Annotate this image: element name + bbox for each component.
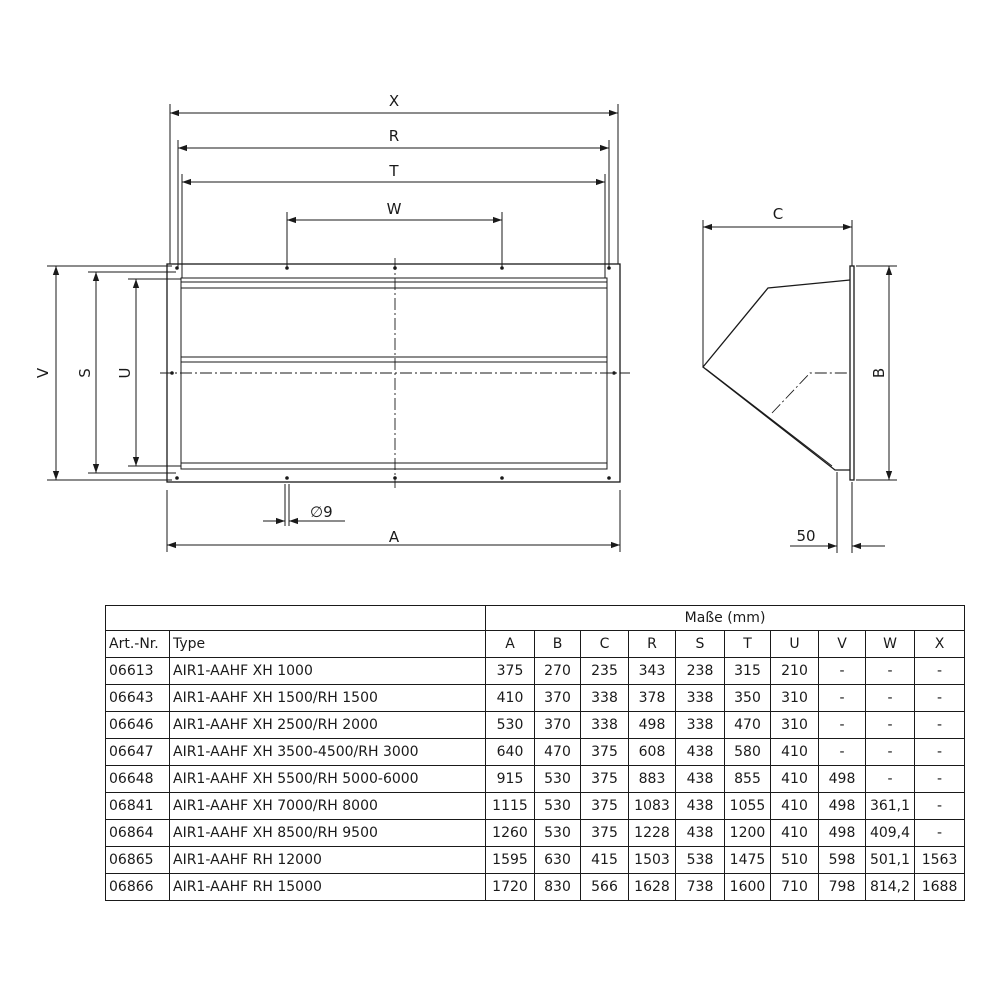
front-view bbox=[34, 92, 630, 552]
artnr-cell: 06866 bbox=[106, 874, 170, 901]
column-header: T bbox=[725, 631, 771, 658]
value-cell: 410 bbox=[771, 793, 819, 820]
artnr-cell: 06647 bbox=[106, 739, 170, 766]
type-header: Type bbox=[170, 631, 486, 658]
label-w: W bbox=[386, 200, 402, 218]
value-cell: 1115 bbox=[486, 793, 535, 820]
value-cell: 538 bbox=[676, 847, 725, 874]
value-cell: 498 bbox=[819, 766, 866, 793]
value-cell: - bbox=[866, 766, 915, 793]
value-cell: - bbox=[915, 658, 965, 685]
column-header: X bbox=[915, 631, 965, 658]
value-cell: 370 bbox=[535, 685, 581, 712]
value-cell: 1083 bbox=[629, 793, 676, 820]
artnr-cell: 06648 bbox=[106, 766, 170, 793]
artnr-cell: 06841 bbox=[106, 793, 170, 820]
value-cell: 1595 bbox=[486, 847, 535, 874]
value-cell: 410 bbox=[771, 820, 819, 847]
value-cell: 470 bbox=[725, 712, 771, 739]
value-cell: 438 bbox=[676, 739, 725, 766]
side-view bbox=[703, 205, 897, 553]
value-cell: 498 bbox=[819, 820, 866, 847]
artnr-cell: 06643 bbox=[106, 685, 170, 712]
label-t: T bbox=[389, 162, 399, 180]
value-cell: - bbox=[866, 739, 915, 766]
type-cell: AIR1-AAHF XH 7000/RH 8000 bbox=[170, 793, 486, 820]
value-cell: 270 bbox=[535, 658, 581, 685]
value-cell: 343 bbox=[629, 658, 676, 685]
value-cell: 438 bbox=[676, 766, 725, 793]
side-centerline bbox=[772, 373, 850, 413]
value-cell: 375 bbox=[581, 793, 629, 820]
value-cell: 375 bbox=[581, 820, 629, 847]
value-cell: 830 bbox=[535, 874, 581, 901]
table-row bbox=[106, 793, 965, 820]
value-cell: - bbox=[866, 658, 915, 685]
value-cell: 375 bbox=[581, 766, 629, 793]
type-cell: AIR1-AAHF XH 1000 bbox=[170, 658, 486, 685]
value-cell: 338 bbox=[676, 685, 725, 712]
label-x: X bbox=[388, 92, 400, 110]
value-cell: 630 bbox=[535, 847, 581, 874]
value-cell: 608 bbox=[629, 739, 676, 766]
table-row bbox=[106, 712, 965, 739]
value-cell: 1600 bbox=[725, 874, 771, 901]
label-s: S bbox=[76, 368, 94, 378]
type-cell: AIR1-AAHF XH 3500-4500/RH 3000 bbox=[170, 739, 486, 766]
value-cell: 580 bbox=[725, 739, 771, 766]
top-slat bbox=[181, 282, 607, 288]
value-cell: 310 bbox=[771, 712, 819, 739]
value-cell: - bbox=[819, 739, 866, 766]
value-cell: 338 bbox=[676, 712, 725, 739]
value-cell: 530 bbox=[486, 712, 535, 739]
value-cell: 375 bbox=[486, 658, 535, 685]
value-cell: 501,1 bbox=[866, 847, 915, 874]
outer-flange bbox=[167, 264, 620, 482]
value-cell: 530 bbox=[535, 820, 581, 847]
value-cell: 1260 bbox=[486, 820, 535, 847]
table-row bbox=[106, 739, 965, 766]
value-cell: 738 bbox=[676, 874, 725, 901]
value-cell: 410 bbox=[486, 685, 535, 712]
artnr-cell: 06646 bbox=[106, 712, 170, 739]
value-cell: 883 bbox=[629, 766, 676, 793]
value-cell: 566 bbox=[581, 874, 629, 901]
label-b: B bbox=[870, 367, 888, 379]
value-cell: 238 bbox=[676, 658, 725, 685]
value-cell: 530 bbox=[535, 793, 581, 820]
table-row bbox=[106, 658, 965, 685]
type-cell: AIR1-AAHF XH 8500/RH 9500 bbox=[170, 820, 486, 847]
value-cell: 855 bbox=[725, 766, 771, 793]
artnr-cell: 06613 bbox=[106, 658, 170, 685]
value-cell: - bbox=[819, 658, 866, 685]
value-cell: 798 bbox=[819, 874, 866, 901]
value-cell: 1628 bbox=[629, 874, 676, 901]
inner-opening bbox=[181, 278, 607, 469]
label-a: A bbox=[388, 528, 400, 546]
type-cell: AIR1-AAHF XH 5500/RH 5000-6000 bbox=[170, 766, 486, 793]
hood-outline bbox=[703, 280, 850, 470]
label-r: R bbox=[388, 127, 400, 145]
table-row bbox=[106, 847, 965, 874]
value-cell: 1475 bbox=[725, 847, 771, 874]
value-cell: 510 bbox=[771, 847, 819, 874]
value-cell: - bbox=[915, 712, 965, 739]
label-50: 50 bbox=[796, 527, 816, 545]
column-header: R bbox=[629, 631, 676, 658]
value-cell: 350 bbox=[725, 685, 771, 712]
value-cell: 598 bbox=[819, 847, 866, 874]
table-row bbox=[106, 874, 965, 901]
type-cell: AIR1-AAHF XH 1500/RH 1500 bbox=[170, 685, 486, 712]
value-cell: 710 bbox=[771, 874, 819, 901]
value-cell: 1688 bbox=[915, 874, 965, 901]
value-cell: 1503 bbox=[629, 847, 676, 874]
artnr-cell: 06864 bbox=[106, 820, 170, 847]
value-cell: 438 bbox=[676, 793, 725, 820]
column-header: A bbox=[486, 631, 535, 658]
value-cell: 338 bbox=[581, 712, 629, 739]
value-cell: 470 bbox=[535, 739, 581, 766]
value-cell: 370 bbox=[535, 712, 581, 739]
value-cell: - bbox=[915, 739, 965, 766]
value-cell: 310 bbox=[771, 685, 819, 712]
value-cell: 378 bbox=[629, 685, 676, 712]
value-cell: 438 bbox=[676, 820, 725, 847]
side-flange bbox=[850, 266, 854, 480]
value-cell: - bbox=[866, 712, 915, 739]
dimensions-table bbox=[105, 605, 965, 901]
value-cell: 530 bbox=[535, 766, 581, 793]
value-cell: - bbox=[915, 820, 965, 847]
column-header: B bbox=[535, 631, 581, 658]
value-cell: - bbox=[819, 685, 866, 712]
column-header: U bbox=[771, 631, 819, 658]
label-u: U bbox=[116, 367, 134, 379]
table-caption-row bbox=[106, 606, 965, 631]
value-cell: 361,1 bbox=[866, 793, 915, 820]
value-cell: - bbox=[819, 712, 866, 739]
value-cell: 375 bbox=[581, 739, 629, 766]
type-cell: AIR1-AAHF RH 12000 bbox=[170, 847, 486, 874]
column-header: S bbox=[676, 631, 725, 658]
value-cell: 498 bbox=[629, 712, 676, 739]
value-cell: 415 bbox=[581, 847, 629, 874]
value-cell: 1055 bbox=[725, 793, 771, 820]
value-cell: - bbox=[915, 793, 965, 820]
column-header: W bbox=[866, 631, 915, 658]
value-cell: 498 bbox=[819, 793, 866, 820]
value-cell: 814,2 bbox=[866, 874, 915, 901]
artnr-header: Art.-Nr. bbox=[106, 631, 170, 658]
value-cell: 1200 bbox=[725, 820, 771, 847]
column-header: V bbox=[819, 631, 866, 658]
artnr-cell: 06865 bbox=[106, 847, 170, 874]
value-cell: 409,4 bbox=[866, 820, 915, 847]
value-cell: 1720 bbox=[486, 874, 535, 901]
value-cell: 640 bbox=[486, 739, 535, 766]
value-cell: - bbox=[915, 766, 965, 793]
table-row bbox=[106, 766, 965, 793]
value-cell: 1563 bbox=[915, 847, 965, 874]
label-c: C bbox=[772, 205, 784, 223]
table-header-row bbox=[106, 631, 965, 658]
value-cell: 410 bbox=[771, 739, 819, 766]
label-hole: ∅9 bbox=[310, 503, 333, 521]
value-cell: - bbox=[915, 685, 965, 712]
table-row bbox=[106, 685, 965, 712]
label-v: V bbox=[34, 367, 52, 379]
table-row bbox=[106, 820, 965, 847]
type-cell: AIR1-AAHF RH 15000 bbox=[170, 874, 486, 901]
value-cell: - bbox=[866, 685, 915, 712]
column-header: C bbox=[581, 631, 629, 658]
dims-title: Maße (mm) bbox=[486, 606, 965, 631]
value-cell: 1228 bbox=[629, 820, 676, 847]
value-cell: 338 bbox=[581, 685, 629, 712]
value-cell: 210 bbox=[771, 658, 819, 685]
value-cell: 315 bbox=[725, 658, 771, 685]
value-cell: 410 bbox=[771, 766, 819, 793]
value-cell: 915 bbox=[486, 766, 535, 793]
type-cell: AIR1-AAHF XH 2500/RH 2000 bbox=[170, 712, 486, 739]
value-cell: 235 bbox=[581, 658, 629, 685]
